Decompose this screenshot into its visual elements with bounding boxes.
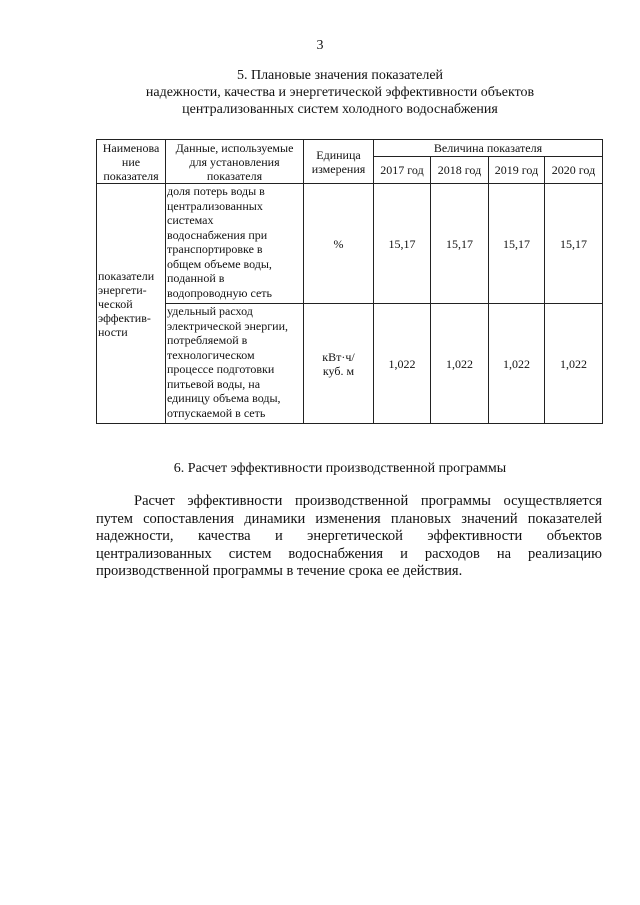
unit-cell: % (304, 184, 374, 304)
indicator-description: удельный расход электрической энергии, потребляемой в технологическом процессе подготовки питьевой воды, на единицу объема воды, отпускаемой в сеть (166, 304, 304, 424)
section-5-heading (40, 67, 640, 118)
section-5-heading-line: централизованных систем холодного водоснабжения (182, 102, 498, 117)
table-header-row (97, 140, 603, 157)
value-cell: 15,17 (545, 184, 603, 304)
page-number: 3 (316, 38, 324, 53)
section-5-heading-line: надежности, качества и энергетической эффективности объектов (145, 85, 535, 100)
value-cell: 1,022 (374, 304, 431, 424)
paragraph-line: производственной программы в течение срока ее действия. (96, 563, 463, 579)
indicator-description: доля потерь воды в централизованных системах водоснабжения при транспортировке в общем объеме воды, поданной в водопроводную сеть (166, 184, 304, 304)
value-cell: 15,17 (431, 184, 489, 304)
section-6-paragraph (96, 493, 602, 581)
header-source-data: Данные, используемые для установления показателя (166, 140, 304, 184)
header-year: 2017 год (374, 157, 431, 184)
table-row (97, 304, 603, 424)
header-year: 2020 год (545, 157, 603, 184)
header-indicator-name: Наименова ние показателя (97, 140, 166, 184)
indicators-table (96, 139, 603, 424)
paragraph-line: путем сопоставления динамики изменения плановых значений показателей (96, 510, 602, 527)
header-indicator-value: Величина показателя (374, 140, 603, 157)
unit-cell: кВт·ч/ куб. м (304, 304, 374, 424)
value-cell: 1,022 (489, 304, 545, 424)
value-cell: 15,17 (489, 184, 545, 304)
header-year: 2019 год (489, 157, 545, 184)
value-cell: 1,022 (545, 304, 603, 424)
header-year: 2018 год (431, 157, 489, 184)
section-6-heading-line: 6. Расчет эффективности производственной программы (173, 461, 507, 476)
paragraph-line: надежности, качества и энергетической эффективности объектов (96, 528, 602, 544)
paragraph-line: Расчет эффективности производственной программы осуществляется (134, 493, 602, 509)
indicator-name-cell: показатели энергети- ческой эффектив- ности (97, 184, 166, 424)
table-row (97, 184, 603, 304)
header-unit: Единица измерения (304, 140, 374, 184)
section-6-heading (40, 460, 640, 477)
value-cell: 1,022 (431, 304, 489, 424)
value-cell: 15,17 (374, 184, 431, 304)
paragraph-line: централизованных систем водоснабжения и расходов на реализацию (96, 545, 602, 562)
section-5-heading-line: 5. Плановые значения показателей (236, 68, 444, 83)
